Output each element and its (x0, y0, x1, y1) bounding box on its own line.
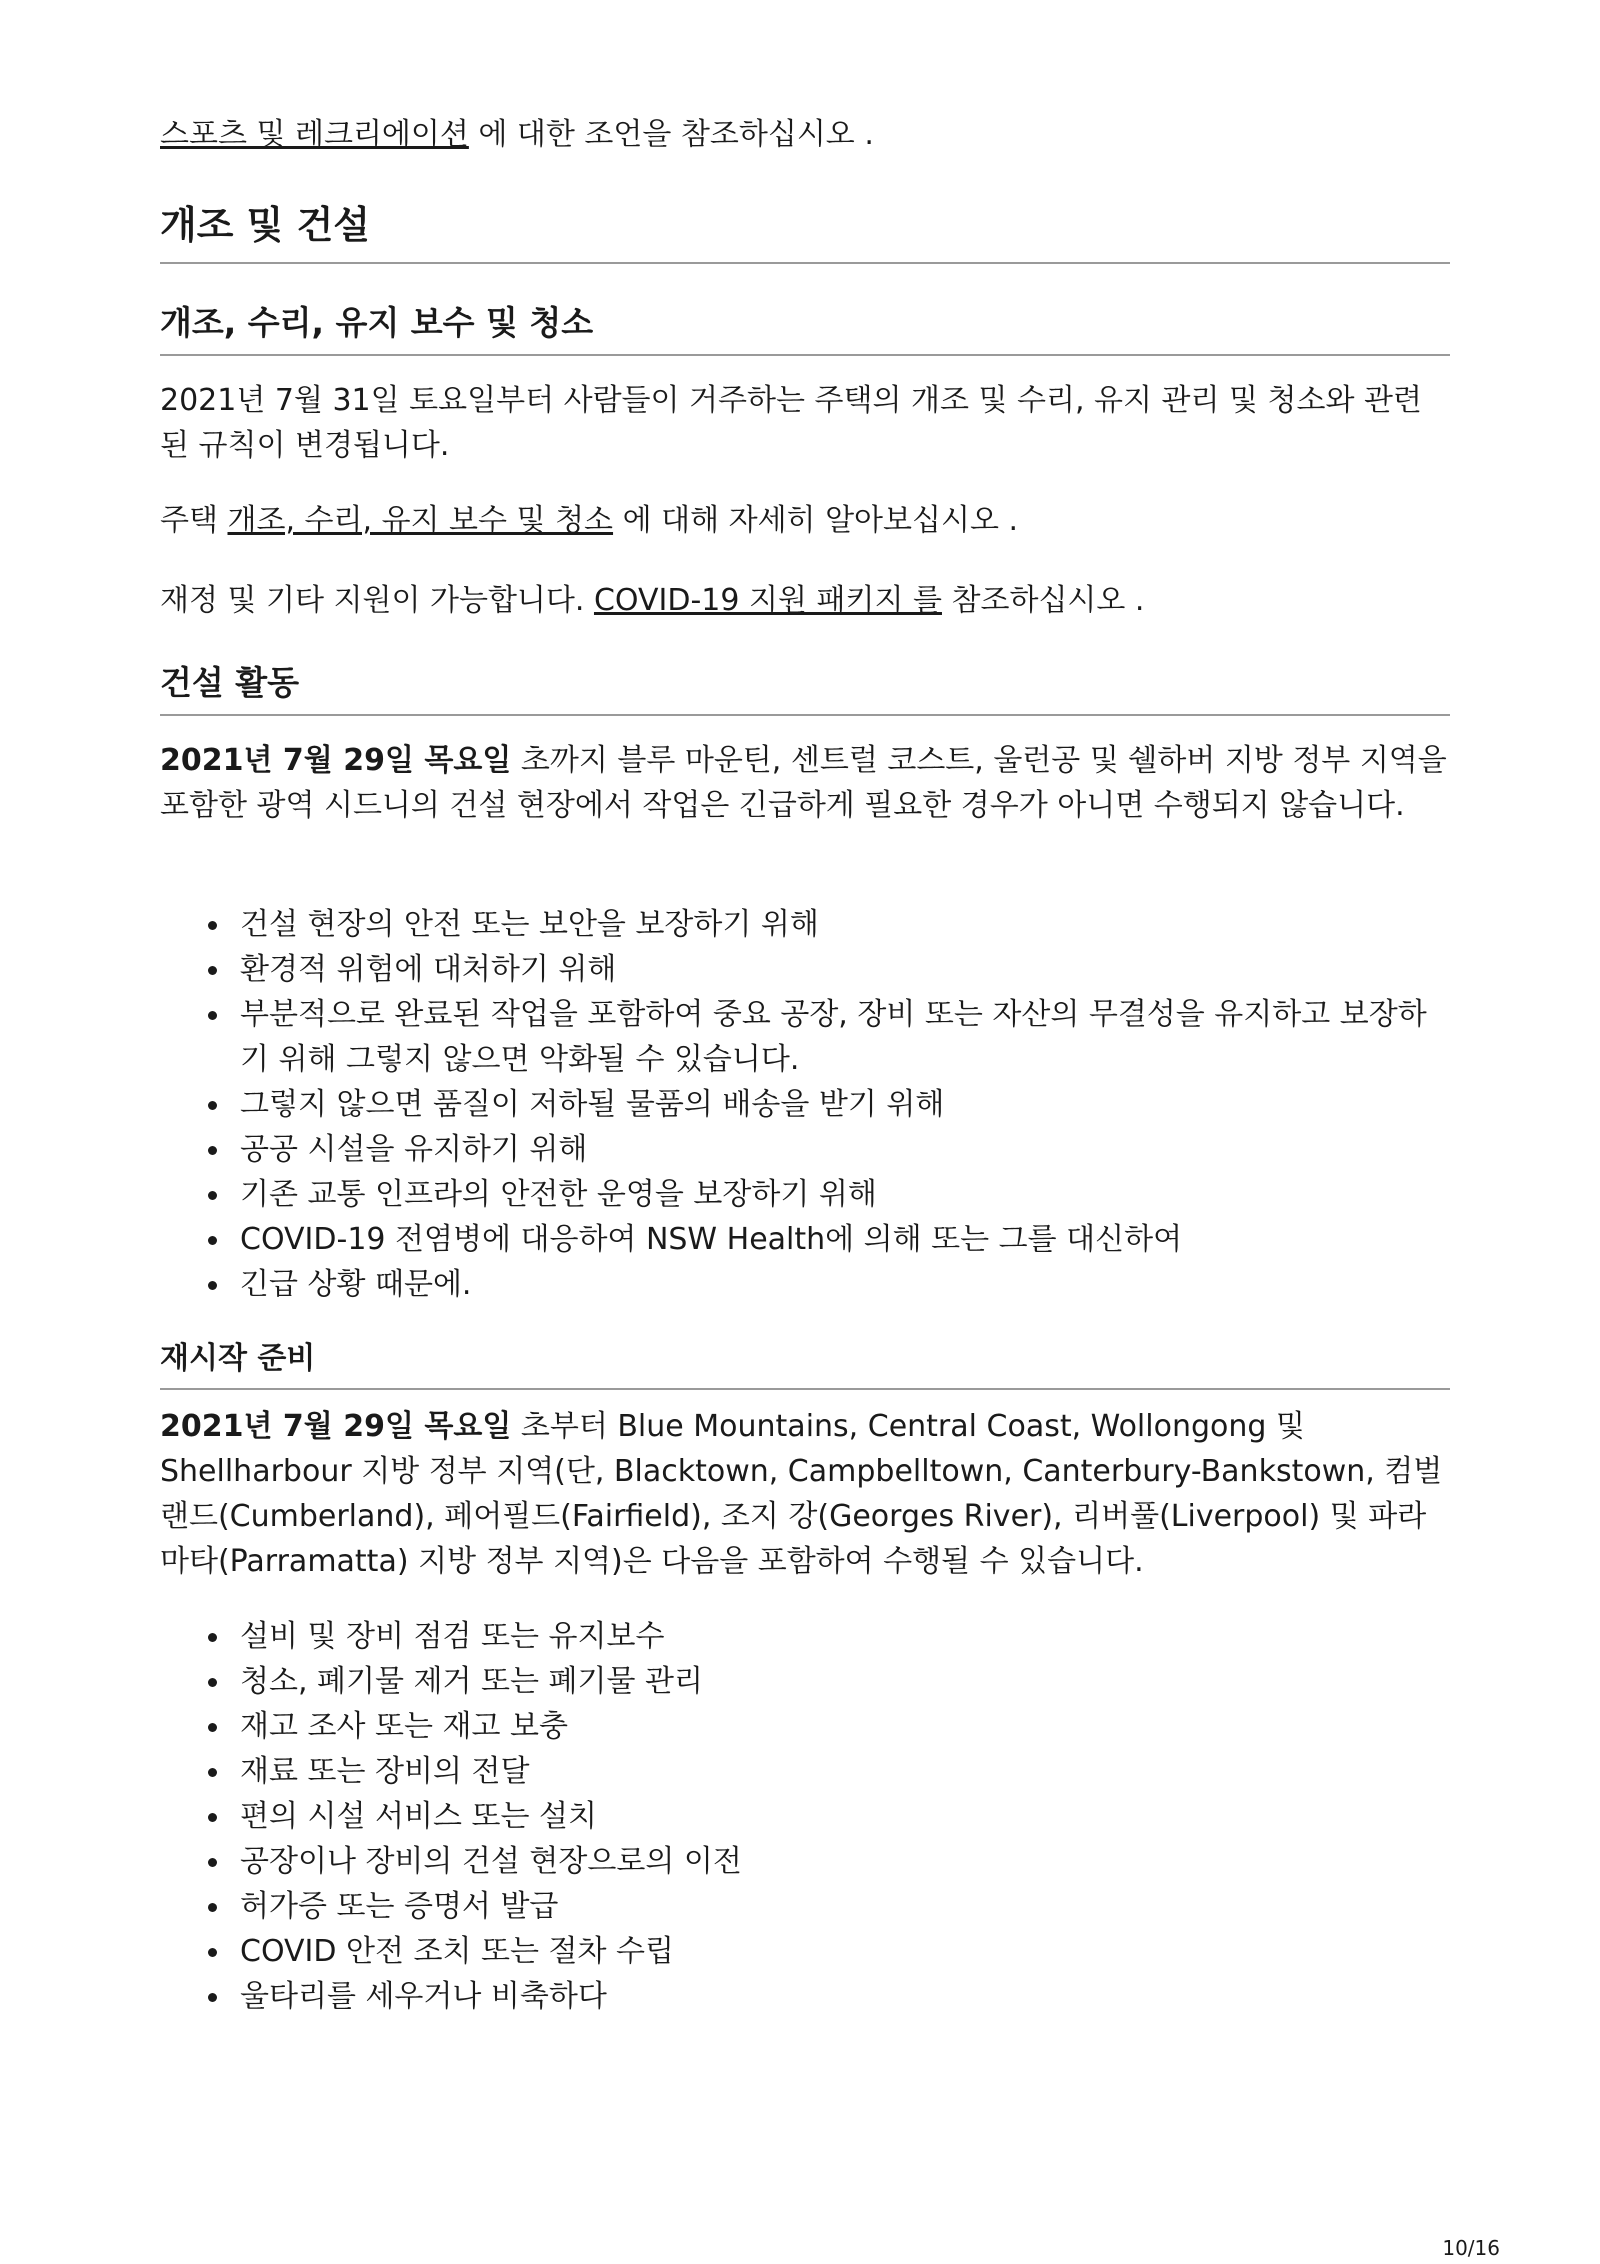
restart-text: 초부터 Blue Mountains, Central Coast, Wollongong 및 Shellharbour 지방 정부 지역(단, Blacktown, Campbelltown, Canterbury-Bankstown, 컴벌랜드(Cumberland), 페어필드(Fairfield), 조지 강(Georges River), 리버풀(Liverpool) 및 파라마타(Parramatta) 지방 정부 지역)은 다음을 포함하여 수행될 수 있습니다. (160, 1409, 1443, 1579)
renovation-rule-paragraph: 2021년 7월 31일 토요일부터 사람들이 거주하는 주택의 개조 및 수리, 유지 관리 및 청소와 관련된 규칙이 변경됩니다. (160, 383, 1422, 463)
construction-paragraph (160, 738, 1450, 828)
subsection-title-restart-prep: 재시작 준비 (160, 1338, 1450, 1390)
list-item: 허가증 또는 증명서 발급 (240, 1884, 1450, 1929)
covid-support-link[interactable]: COVID-19 지원 패키지 를 (593, 583, 942, 618)
list-item: 기존 교통 인프라의 안전한 운영을 보장하기 위해 (240, 1172, 1450, 1217)
list-item: COVID-19 전염병에 대응하여 NSW Health에 의해 또는 그를 대신하여 (240, 1217, 1450, 1262)
list-item: 편의 시설 서비스 또는 설치 (240, 1794, 1450, 1839)
renovation-link[interactable]: 개조, 수리, 유지 보수 및 청소 (227, 503, 614, 538)
para3-post: 참조하십시오 . (941, 583, 1145, 618)
sports-recreation-link[interactable]: 스포츠 및 레크리에이션 (160, 117, 469, 152)
construction-exceptions-list (160, 902, 1450, 1307)
list-item: 건설 현장의 안전 또는 보안을 보장하기 위해 (240, 902, 1450, 947)
renovation-learn-more-paragraph (160, 498, 1450, 543)
para3-pre: 재정 및 기타 지원이 가능합니다. (160, 583, 594, 618)
intro-paragraph (160, 112, 1450, 157)
list-item: COVID 안전 조치 또는 절차 수립 (240, 1929, 1450, 1974)
list-item: 울타리를 세우거나 비축하다 (240, 1974, 1450, 2019)
support-paragraph (160, 578, 1450, 623)
para2-post: 에 대해 자세히 알아보십시오 . (613, 503, 1019, 538)
construction-date: 2021년 7월 29일 목요일 (160, 743, 512, 778)
intro-text: 에 대한 조언을 참조하십시오 . (468, 117, 874, 152)
restart-date: 2021년 7월 29일 목요일 (160, 1409, 512, 1444)
restart-activities-list (160, 1614, 1450, 2019)
list-item: 공공 시설을 유지하기 위해 (240, 1127, 1450, 1172)
list-item: 설비 및 장비 점검 또는 유지보수 (240, 1614, 1450, 1659)
list-item: 그렇지 않으면 품질이 저하될 물품의 배송을 받기 위해 (240, 1082, 1450, 1127)
para2-pre: 주택 (160, 503, 228, 538)
list-item: 부분적으로 완료된 작업을 포함하여 중요 공장, 장비 또는 자산의 무결성을 유지하고 보장하기 위해 그렇지 않으면 악화될 수 있습니다. (240, 992, 1450, 1082)
list-item: 환경적 위험에 대처하기 위해 (240, 947, 1450, 992)
subsection-title-construction: 건설 활동 (160, 660, 1450, 716)
list-item: 긴급 상황 때문에. (240, 1262, 1450, 1307)
list-item: 재료 또는 장비의 전달 (240, 1749, 1450, 1794)
restart-paragraph (160, 1404, 1450, 1584)
construction-text: 초까지 블루 마운틴, 센트럴 코스트, 울런공 및 쉘하버 지방 정부 지역을 포함한 광역 시드니의 건설 현장에서 작업은 긴급하게 필요한 경우가 아니면 수행되지 않습니다. (160, 743, 1447, 823)
page-number: 10/16 (1442, 2236, 1500, 2260)
section-title-renovation: 개조 및 건설 (160, 200, 1450, 264)
list-item: 공장이나 장비의 건설 현장으로의 이전 (240, 1839, 1450, 1884)
list-item: 청소, 폐기물 제거 또는 폐기물 관리 (240, 1659, 1450, 1704)
list-item: 재고 조사 또는 재고 보충 (240, 1704, 1450, 1749)
subsection-title-renovation-repair: 개조, 수리, 유지 보수 및 청소 (160, 300, 1450, 356)
